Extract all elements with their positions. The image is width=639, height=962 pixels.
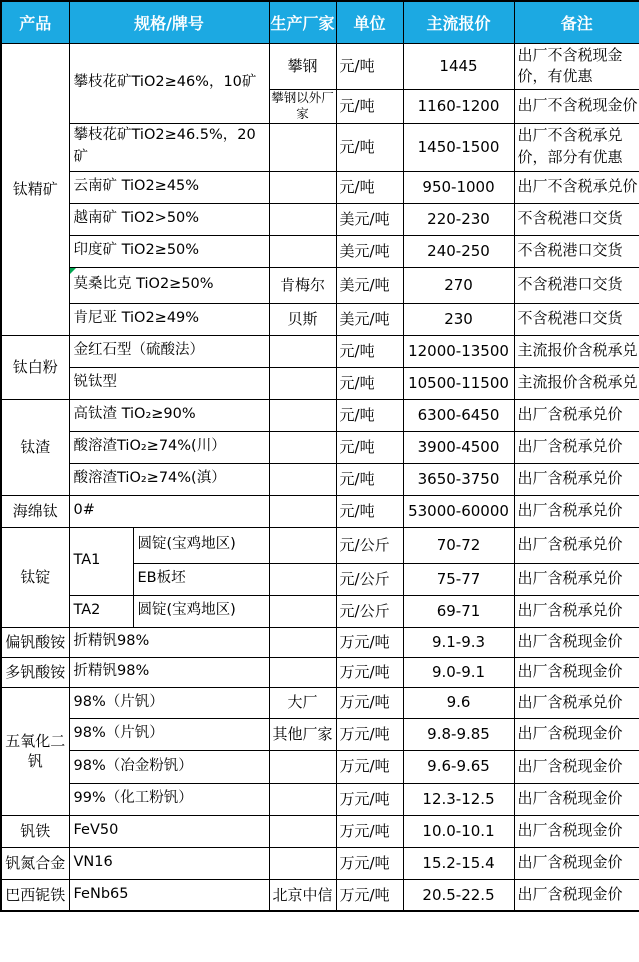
cell-note: 出厂含税承兑价	[514, 687, 639, 718]
cell-maker: 大厂	[269, 687, 336, 718]
table-row	[1, 43, 639, 90]
cell-note: 主流报价含税承兑	[514, 367, 639, 399]
cell-product: 钒氮合金	[1, 847, 69, 879]
table-row	[1, 335, 639, 367]
cell-spec: 98%（片钒）	[69, 718, 269, 750]
cell-spec: 攀枝花矿TiO2≥46%，10矿	[69, 43, 269, 123]
table-row	[1, 367, 639, 399]
cell-unit: 万元/吨	[336, 783, 403, 815]
cell-spec: FeV50	[69, 815, 269, 847]
cell-unit: 美元/吨	[336, 303, 403, 335]
cell-spec: 高钛渣 TiO₂≥90%	[69, 399, 269, 431]
cell-spec: 印度矿 TiO2≥50%	[69, 235, 269, 267]
table-row	[1, 815, 639, 847]
cell-spec: 酸溶渣TiO₂≥74%(川）	[69, 431, 269, 463]
cell-note: 出厂含税承兑价	[514, 495, 639, 527]
cell-unit: 万元/吨	[336, 627, 403, 657]
cell-price: 9.8-9.85	[403, 718, 514, 750]
cell-unit: 元/吨	[336, 123, 403, 171]
cell-maker	[269, 235, 336, 267]
cell-product: 钛精矿	[1, 43, 69, 335]
cell-spec-shape: 圆锭(宝鸡地区)	[133, 527, 269, 563]
header-unit: 单位	[336, 1, 403, 43]
cell-spec: 98%（片钒）	[69, 687, 269, 718]
cell-maker	[269, 431, 336, 463]
cell-price: 10500-11500	[403, 367, 514, 399]
table-row	[1, 463, 639, 495]
cell-note: 出厂含税承兑价	[514, 399, 639, 431]
cell-unit: 万元/吨	[336, 657, 403, 687]
cell-note: 出厂含税承兑价	[514, 527, 639, 563]
cell-price: 9.0-9.1	[403, 657, 514, 687]
cell-spec: 0#	[69, 495, 269, 527]
cell-maker: 攀钢	[269, 43, 336, 90]
cell-product: 钒铁	[1, 815, 69, 847]
cell-maker: 肯梅尔	[269, 267, 336, 303]
cell-price: 270	[403, 267, 514, 303]
cell-maker	[269, 123, 336, 171]
cell-note: 出厂含税承兑价	[514, 595, 639, 627]
cell-note: 出厂含税现金价	[514, 879, 639, 911]
cell-maker	[269, 495, 336, 527]
cell-note: 出厂不含税承兑价	[514, 171, 639, 203]
cell-note: 不含税港口交货	[514, 303, 639, 335]
cell-maker	[269, 463, 336, 495]
cell-price: 3900-4500	[403, 431, 514, 463]
table-row	[1, 750, 639, 783]
cell-unit: 万元/吨	[336, 718, 403, 750]
cell-unit: 元/公斤	[336, 527, 403, 563]
cell-spec-shape: EB板坯	[133, 563, 269, 595]
cell-note: 出厂含税承兑价	[514, 563, 639, 595]
table-row	[1, 303, 639, 335]
cell-unit: 元/公斤	[336, 595, 403, 627]
table-row	[1, 495, 639, 527]
cell-price: 9.1-9.3	[403, 627, 514, 657]
cell-maker	[269, 399, 336, 431]
cell-product: 钛白粉	[1, 335, 69, 399]
cell-maker	[269, 563, 336, 595]
cell-unit: 美元/吨	[336, 235, 403, 267]
cell-product: 巴西铌铁	[1, 879, 69, 911]
cell-spec: 越南矿 TiO2>50%	[69, 203, 269, 235]
cell-spec: 折精钒98%	[69, 627, 269, 657]
cell-price: 240-250	[403, 235, 514, 267]
cell-note: 出厂含税现金价	[514, 627, 639, 657]
cell-spec: 酸溶渣TiO₂≥74%(滇）	[69, 463, 269, 495]
table-row	[1, 267, 639, 303]
cell-spec: 肯尼亚 TiO2≥49%	[69, 303, 269, 335]
cell-price: 12.3-12.5	[403, 783, 514, 815]
cell-product: 钛锭	[1, 527, 69, 627]
cell-spec: 莫桑比克 TiO2≥50%	[69, 267, 269, 303]
cell-maker	[269, 750, 336, 783]
cell-note: 出厂含税承兑价	[514, 463, 639, 495]
header-row	[1, 1, 639, 43]
table-body	[1, 43, 639, 911]
cell-price: 3650-3750	[403, 463, 514, 495]
cell-spec: FeNb65	[69, 879, 269, 911]
table-row	[1, 235, 639, 267]
cell-maker	[269, 627, 336, 657]
table-row	[1, 783, 639, 815]
cell-spec-grade: TA1	[69, 527, 133, 595]
table-row	[1, 399, 639, 431]
cell-note: 出厂含税现金价	[514, 783, 639, 815]
cell-maker	[269, 657, 336, 687]
cell-price: 230	[403, 303, 514, 335]
table-row	[1, 657, 639, 687]
cell-unit: 万元/吨	[336, 847, 403, 879]
cell-note: 出厂含税现金价	[514, 815, 639, 847]
cell-note: 不含税港口交货	[514, 235, 639, 267]
cell-spec: 折精钒98%	[69, 657, 269, 687]
cell-unit: 万元/吨	[336, 879, 403, 911]
table-row	[1, 595, 639, 627]
cell-maker	[269, 367, 336, 399]
cell-unit: 万元/吨	[336, 750, 403, 783]
cell-maker: 攀钢以外厂家	[269, 90, 336, 124]
cell-price: 6300-6450	[403, 399, 514, 431]
cell-price: 1445	[403, 43, 514, 90]
cell-price: 69-71	[403, 595, 514, 627]
cell-unit: 元/吨	[336, 90, 403, 124]
table-row	[1, 847, 639, 879]
cell-unit: 元/吨	[336, 43, 403, 90]
cell-maker	[269, 335, 336, 367]
cell-note: 不含税港口交货	[514, 267, 639, 303]
header-spec: 规格/牌号	[69, 1, 269, 43]
cell-maker	[269, 847, 336, 879]
cell-note: 出厂不含税现金价	[514, 90, 639, 124]
table-row	[1, 527, 639, 563]
cell-unit: 美元/吨	[336, 203, 403, 235]
cell-note: 出厂含税现金价	[514, 750, 639, 783]
table-row	[1, 203, 639, 235]
cell-note: 出厂含税现金价	[514, 847, 639, 879]
cell-spec: 云南矿 TiO2≥45%	[69, 171, 269, 203]
cell-spec: 99%（化工粉钒）	[69, 783, 269, 815]
cell-price: 10.0-10.1	[403, 815, 514, 847]
cell-product: 五氧化二钒	[1, 687, 69, 815]
cell-price: 20.5-22.5	[403, 879, 514, 911]
cell-product: 钛渣	[1, 399, 69, 495]
cell-price: 9.6-9.65	[403, 750, 514, 783]
cell-maker	[269, 595, 336, 627]
cell-price: 950-1000	[403, 171, 514, 203]
cell-maker	[269, 171, 336, 203]
cell-spec: 金红石型（硫酸法）	[69, 335, 269, 367]
cell-unit: 美元/吨	[336, 267, 403, 303]
cell-maker	[269, 203, 336, 235]
cell-unit: 元/公斤	[336, 563, 403, 595]
cell-price: 1450-1500	[403, 123, 514, 171]
header-price: 主流报价	[403, 1, 514, 43]
header-maker: 生产厂家	[269, 1, 336, 43]
cell-unit: 元/吨	[336, 431, 403, 463]
cell-maker: 北京中信	[269, 879, 336, 911]
cell-spec: 98%（冶金粉钒）	[69, 750, 269, 783]
header-note: 备注	[514, 1, 639, 43]
cell-maker	[269, 815, 336, 847]
cell-price: 1160-1200	[403, 90, 514, 124]
cell-price: 12000-13500	[403, 335, 514, 367]
cell-price: 9.6	[403, 687, 514, 718]
cell-price: 220-230	[403, 203, 514, 235]
table-row	[1, 718, 639, 750]
cell-spec: 锐钛型	[69, 367, 269, 399]
cell-price: 53000-60000	[403, 495, 514, 527]
table-row	[1, 687, 639, 718]
cell-unit: 元/吨	[336, 463, 403, 495]
cell-maker: 贝斯	[269, 303, 336, 335]
cell-price: 15.2-15.4	[403, 847, 514, 879]
cell-note: 出厂含税现金价	[514, 718, 639, 750]
header-product: 产品	[1, 1, 69, 43]
cell-product: 海绵钛	[1, 495, 69, 527]
cell-note: 出厂不含税承兑价，部分有优惠	[514, 123, 639, 171]
table-row	[1, 431, 639, 463]
table-row	[1, 171, 639, 203]
cell-unit: 元/吨	[336, 367, 403, 399]
cell-spec-shape: 圆锭(宝鸡地区)	[133, 595, 269, 627]
table-row	[1, 627, 639, 657]
cell-unit: 万元/吨	[336, 687, 403, 718]
cell-spec: 攀枝花矿TiO2≥46.5%，20矿	[69, 123, 269, 171]
cell-unit: 万元/吨	[336, 815, 403, 847]
cell-maker	[269, 527, 336, 563]
cell-note: 出厂含税现金价	[514, 657, 639, 687]
cell-unit: 元/吨	[336, 495, 403, 527]
cell-note: 主流报价含税承兑	[514, 335, 639, 367]
table-row	[1, 123, 639, 171]
cell-maker	[269, 783, 336, 815]
cell-price: 70-72	[403, 527, 514, 563]
cell-product: 偏钒酸铵	[1, 627, 69, 657]
cell-maker: 其他厂家	[269, 718, 336, 750]
cell-note: 不含税港口交货	[514, 203, 639, 235]
cell-product: 多钒酸铵	[1, 657, 69, 687]
cell-unit: 元/吨	[336, 399, 403, 431]
cell-spec: VN16	[69, 847, 269, 879]
cell-price: 75-77	[403, 563, 514, 595]
table-row	[1, 879, 639, 911]
cell-note: 出厂含税承兑价	[514, 431, 639, 463]
cell-spec-grade: TA2	[69, 595, 133, 627]
cell-note: 出厂不含税现金价，有优惠	[514, 43, 639, 90]
cell-unit: 元/吨	[336, 171, 403, 203]
cell-unit: 元/吨	[336, 335, 403, 367]
